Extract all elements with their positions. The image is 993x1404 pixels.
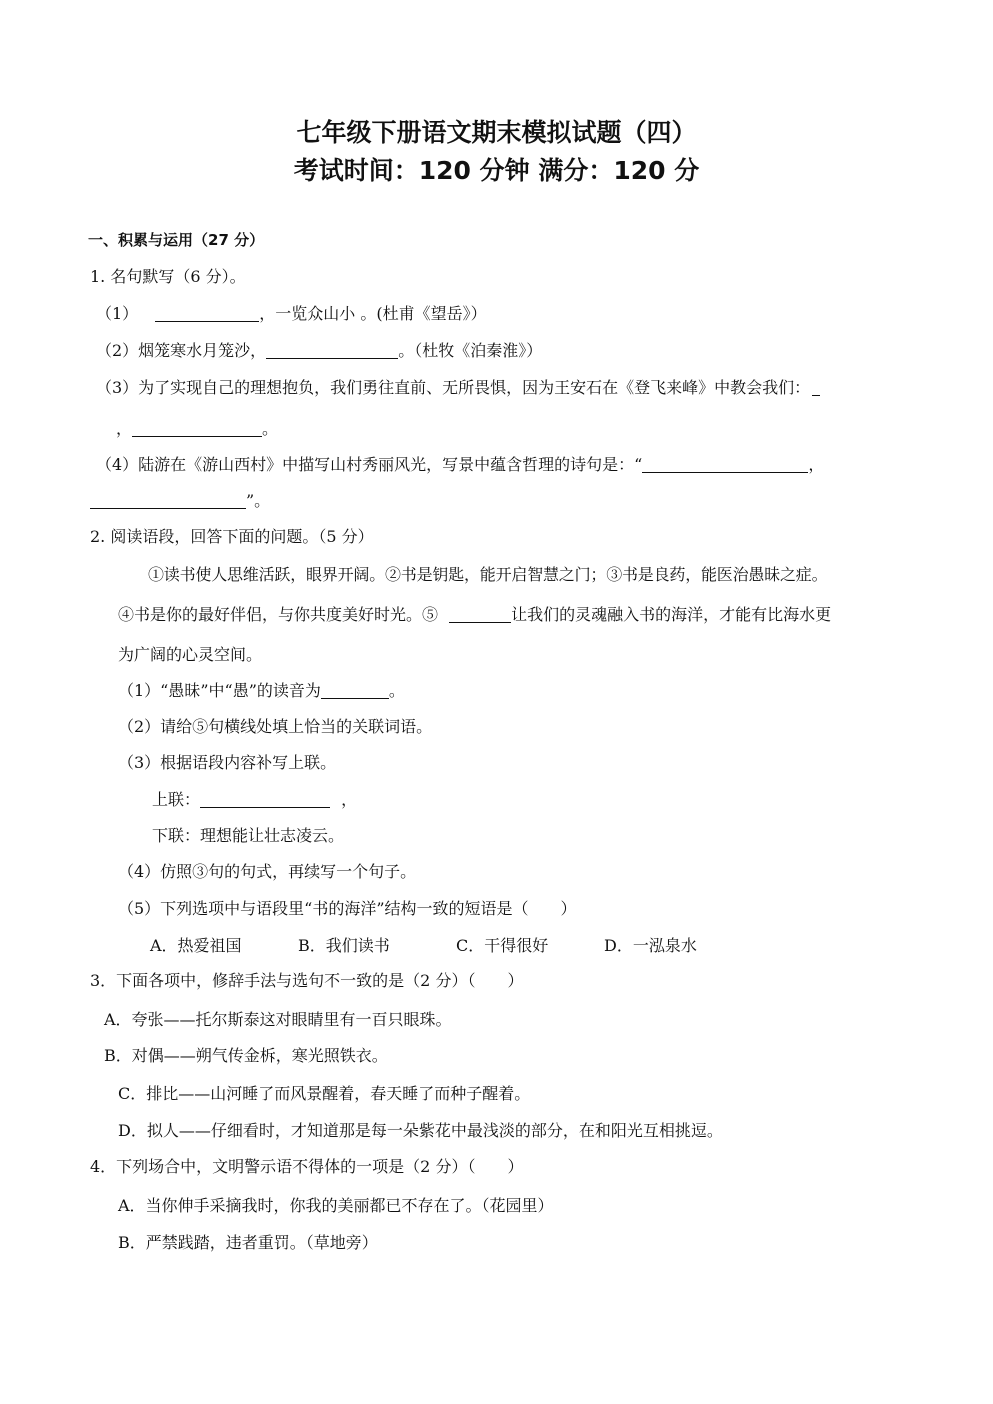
q1-line1-suffix: ，一览众山小 。(杜甫《望岳》） <box>259 304 487 323</box>
option-d[interactable]: D．一泓泉水 <box>604 936 697 955</box>
q2-sub2: （2）请给⑤句横线处填上恰当的关联词语。 <box>118 717 433 736</box>
q1-line2 <box>96 341 542 361</box>
q1-line3b-prefix: ， <box>116 419 133 438</box>
q1-line4-separator: ， <box>808 455 825 474</box>
q2-sub5: （5）下列选项中与语段里“书的海洋”结构一致的短语是（ ） <box>118 899 577 918</box>
q1-line3b <box>116 419 278 439</box>
answer-blank[interactable] <box>642 456 808 473</box>
q1-line4b <box>90 491 270 511</box>
q1-line2-prefix: （2）烟笼寒水月笼沙， <box>96 341 267 360</box>
option-b[interactable]: B．我们读书 <box>298 936 390 955</box>
q2-passage-line2-prefix: ④书是你的最好伴侣，与你共度美好时光。⑤ <box>118 605 439 624</box>
q1-line4 <box>96 455 824 475</box>
q2-passage-line2-suffix: 让我们的灵魂融入书的海洋，才能有比海水更 <box>511 605 832 624</box>
answer-blank[interactable] <box>90 492 246 509</box>
answer-blank[interactable] <box>155 305 259 322</box>
q3-option-c[interactable]: C．排比——山河睡了而风景醒着，春天睡了而种子醒着。 <box>118 1084 531 1103</box>
q1-line4b-suffix: ”。 <box>246 491 271 510</box>
q4-option-b[interactable]: B．严禁践踏，违者重罚。（草地旁） <box>118 1233 378 1252</box>
q2-passage-line2 <box>118 605 831 625</box>
q2-stem: 2. 阅读语段，回答下面的问题。（5 分） <box>90 527 374 546</box>
answer-blank[interactable] <box>266 342 398 359</box>
q4-option-a[interactable]: A．当你伸手采摘我时，你我的美丽都已不存在了。（花园里） <box>118 1196 554 1215</box>
q2-sub1-suffix: 。 <box>388 681 405 700</box>
q1-stem: 1. 名句默写（6 分）。 <box>90 267 246 286</box>
q3-stem: 3．下面各项中，修辞手法与选句不一致的是（2 分）（ ） <box>90 971 524 990</box>
answer-blank[interactable] <box>200 791 330 808</box>
q1-line4-text: （4）陆游在《游山西村》中描写山村秀丽风光，写景中蕴含哲理的诗句是：“ <box>96 455 643 474</box>
answer-blank[interactable] <box>812 379 820 396</box>
answer-blank[interactable] <box>449 606 511 623</box>
q1-line1-prefix: （1） <box>96 304 139 323</box>
q3-option-a[interactable]: A．夸张——托尔斯泰这对眼睛里有一百只眼珠。 <box>104 1010 452 1029</box>
q1-line2-suffix: 。（杜牧《泊秦淮》） <box>398 341 543 360</box>
q2-passage-line1: ①读书使人思维活跃，眼界开阔。②书是钥匙，能开启智慧之门；③书是良药，能医治愚昧之症。 <box>148 565 828 584</box>
q2-options <box>150 936 715 956</box>
option-a[interactable]: A．热爱祖国 <box>150 936 242 955</box>
page-title: 七年级下册语文期末模拟试题（四） <box>296 118 697 147</box>
answer-blank[interactable] <box>321 682 389 699</box>
q2-sub1 <box>118 681 405 701</box>
couplet-up-label: 上联： <box>152 790 201 809</box>
answer-blank[interactable] <box>132 420 262 437</box>
q1-line1 <box>96 304 487 324</box>
exam-info: 考试时间：120 分钟 满分：120 分 <box>293 156 700 185</box>
q2-passage-line3: 为广阔的心灵空间。 <box>118 645 263 664</box>
q1-line3 <box>96 378 820 398</box>
q4-stem: 4．下列场合中，文明警示语不得体的一项是（2 分）（ ） <box>90 1157 524 1176</box>
q3-option-d[interactable]: D．拟人——仔细看时，才知道那是每一朵紫花中最浅淡的部分，在和阳光互相挑逗。 <box>118 1121 723 1140</box>
section-heading: 一、积累与运用（27 分） <box>88 231 265 249</box>
q3-option-b[interactable]: B．对偶——朔气传金柝，寒光照铁衣。 <box>104 1046 388 1065</box>
q2-sub3: （3）根据语段内容补写上联。 <box>118 753 337 772</box>
q2-couplet-down: 下联：理想能让壮志凌云。 <box>152 826 345 845</box>
q2-sub4: （4）仿照③句的句式，再续写一个句子。 <box>118 862 417 881</box>
q1-line3b-suffix: 。 <box>262 419 279 438</box>
q2-sub1-text: （1）“愚昧”中“愚”的读音为 <box>118 681 321 700</box>
q2-couplet-up <box>152 790 357 810</box>
option-c[interactable]: C．干得很好 <box>456 936 549 955</box>
couplet-up-suffix: ， <box>341 790 358 809</box>
q1-line3-text: （3）为了实现自己的理想抱负，我们勇往直前、无所畏惧，因为王安石在《登飞来峰》中教会我们： <box>96 378 811 397</box>
